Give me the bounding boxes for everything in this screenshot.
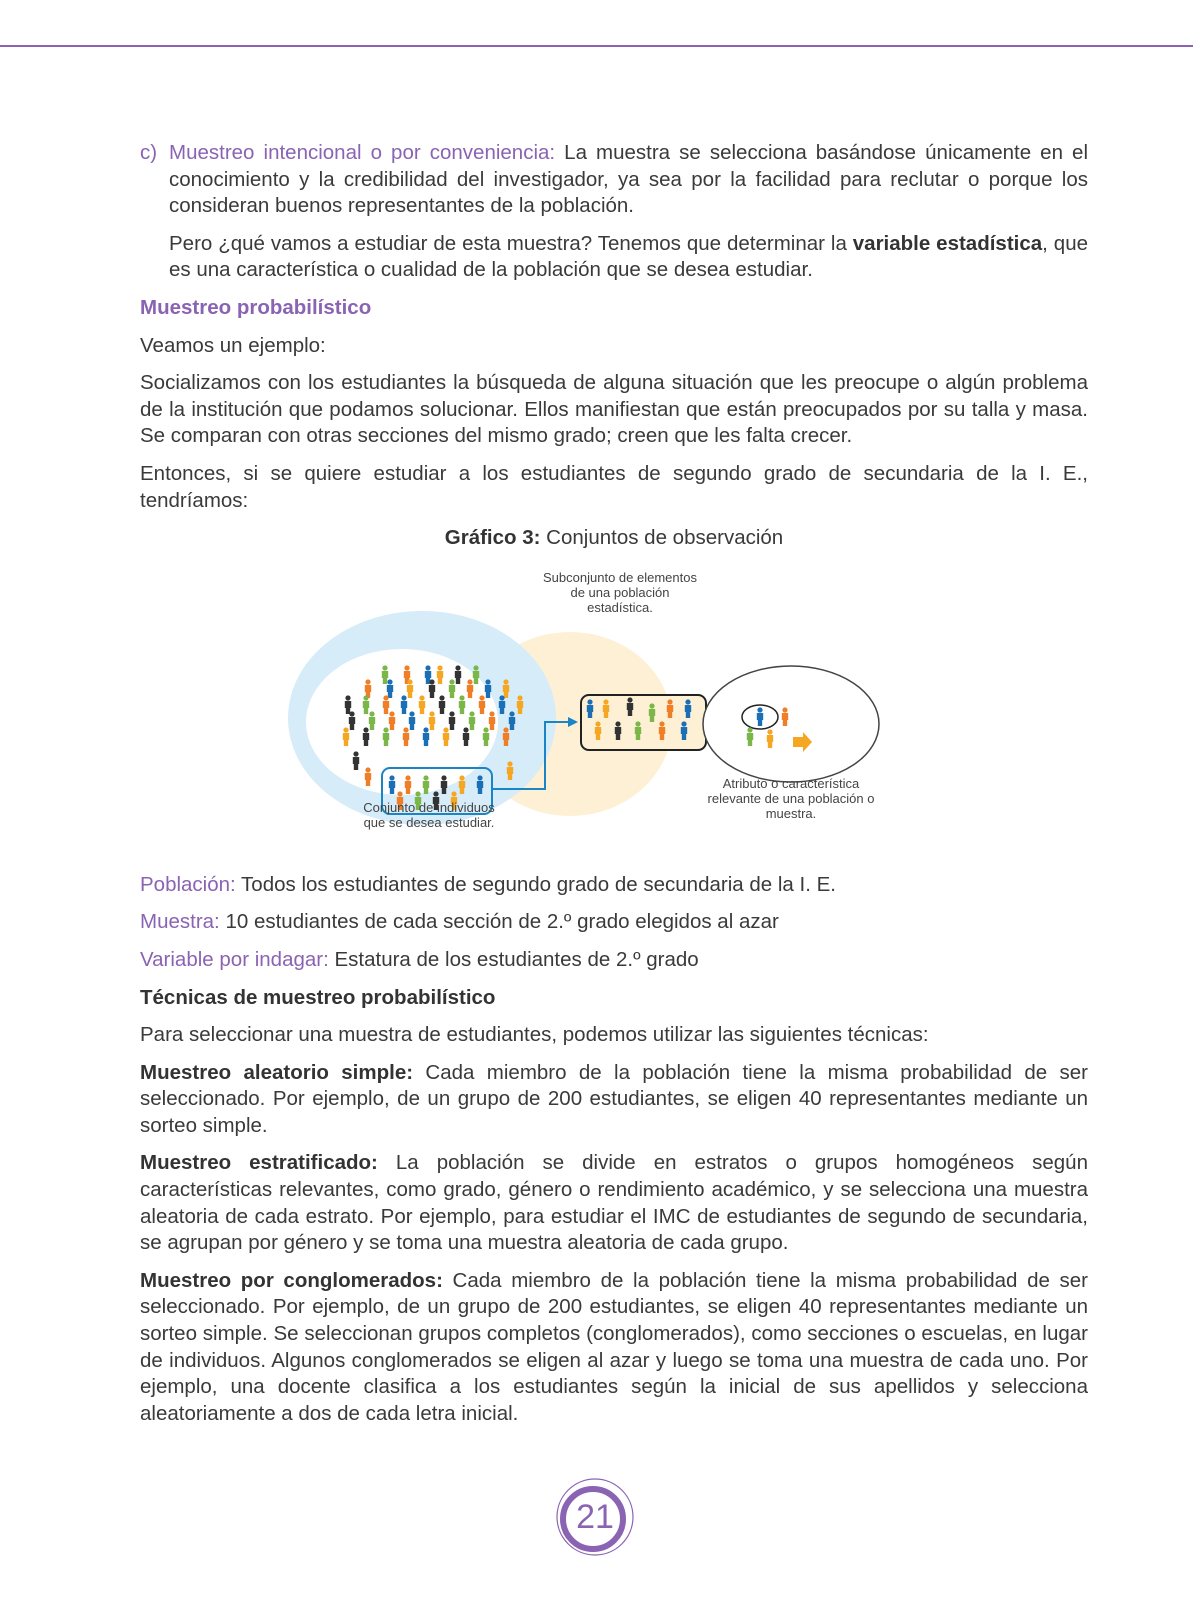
- technique-stratified-text: La población se divide en estratos o grupos homogéneos según características relevantes, como grado, género o rendimiento académico, y se selecciona una muestra aleatoria de cada estrato. Por ejemplo, para estudiar el IMC de estudiantes de segundo de secundaria, se agrupan por género y se toma una muestra aleatoria de cada grupo.: [140, 1151, 1088, 1255]
- list-marker: c): [140, 141, 158, 164]
- socialize-paragraph: Socializamos con los estudiantes la búsqueda de alguna situación que les preocupe o algún problema de la institución que podamos solucionar. Ellos manifiestan que están preocupados por su talla y masa. Se comparan con otras secciones del mismo grado; creen que les falta crecer.: [140, 371, 1088, 448]
- page-number: 21: [576, 1498, 614, 1536]
- technique-simple: [140, 1060, 1088, 1140]
- variable-paragraph: [140, 231, 1088, 284]
- item-c-paragraph: [140, 140, 1088, 220]
- label-attribute: Atributo o característica relevante de una población o muestra.: [707, 775, 875, 821]
- techniques-intro: Para seleccionar una muestra de estudiantes, podemos utilizar las siguientes técnicas:: [140, 1023, 929, 1047]
- technique-stratified: [140, 1150, 1088, 1256]
- then-paragraph: Entonces, si se quiere estudiar a los estudiantes de segundo grado de secundaria de la I. E., tendríamos:: [140, 461, 1088, 512]
- item-c-text: La muestra se selecciona basándose únicamente en el conocimiento y la credibilidad del investigador, ya sea por la facilidad para reclutar o porque los consideran buenos representantes de la población.: [169, 141, 1088, 218]
- variable-post: , que es una característica o cualidad de la población que se desea estudiar.: [169, 231, 1088, 282]
- def-term-population: Población:: [140, 872, 236, 896]
- definition-sample: [140, 909, 1088, 936]
- item-c-title: Muestreo intencional o por conveniencia:: [169, 141, 556, 164]
- figure-caption: [140, 525, 1088, 552]
- definition-population: [140, 872, 1088, 899]
- definition-variable: [140, 947, 1088, 974]
- def-term-variable: Variable por indagar:: [140, 947, 329, 971]
- def-text-sample: 10 estudiantes de cada sección de 2.º grado elegidos al azar: [219, 910, 779, 934]
- heading-techniques: Técnicas de muestreo probabilístico: [140, 985, 496, 1009]
- attribute-ellipse: [703, 666, 879, 782]
- example-paragraph: Veamos un ejemplo:: [140, 333, 326, 357]
- observation-sets-figure: [140, 560, 1088, 860]
- figure-caption-bold: Gráfico 3:: [444, 526, 541, 550]
- technique-cluster-text: Cada miembro de la población tiene la misma probabilidad de ser seleccionado. Por ejemplo, de un grupo de 200 estudiantes, se eligen 40 representantes mediante un sorteo simple. Se seleccionan grupos completos (conglomerados), como secciones o escuelas, en lugar de individuos. Algunos conglomerados se eligen al azar y luego se toma una muestra de cada uno. Por ejemplo, una docente clasifica a los estudiantes según la inicial de sus apellidos y selecciona aleatoriamente a dos de cada letra inicial.: [140, 1268, 1088, 1425]
- page-number-badge: [553, 1475, 637, 1559]
- def-text-population: Todos los estudiantes de segundo grado de secundaria de la I. E.: [235, 872, 836, 896]
- top-rule: [0, 45, 1193, 47]
- heading-probabilistic: Muestreo probabilístico: [140, 295, 372, 319]
- technique-stratified-term: Muestreo estratificado:: [140, 1151, 378, 1175]
- technique-cluster: [140, 1268, 1088, 1428]
- technique-cluster-term: Muestreo por conglomerados:: [140, 1268, 443, 1292]
- def-text-variable: Estatura de los estudiantes de 2.º grado: [328, 947, 699, 971]
- technique-simple-term: Muestreo aleatorio simple:: [140, 1060, 414, 1084]
- variable-bold: variable estadística: [852, 231, 1043, 255]
- label-population: Conjunto de individuos que se desea estudiar.: [363, 799, 495, 830]
- page-content: [140, 140, 1088, 1438]
- label-subset: Subconjunto de elementos de una población estadística.: [543, 569, 697, 615]
- def-term-sample: Muestra:: [140, 910, 220, 934]
- technique-simple-text: Cada miembro de la población tiene la misma probabilidad de ser seleccionado. Por ejemplo, de un grupo de 200 estudiantes, se eligen 40 representantes mediante un sorteo simple.: [140, 1060, 1089, 1137]
- figure-caption-text: Conjuntos de observación: [540, 526, 784, 550]
- variable-pre: Pero ¿qué vamos a estudiar de esta muestra? Tenemos que determinar la: [169, 231, 853, 255]
